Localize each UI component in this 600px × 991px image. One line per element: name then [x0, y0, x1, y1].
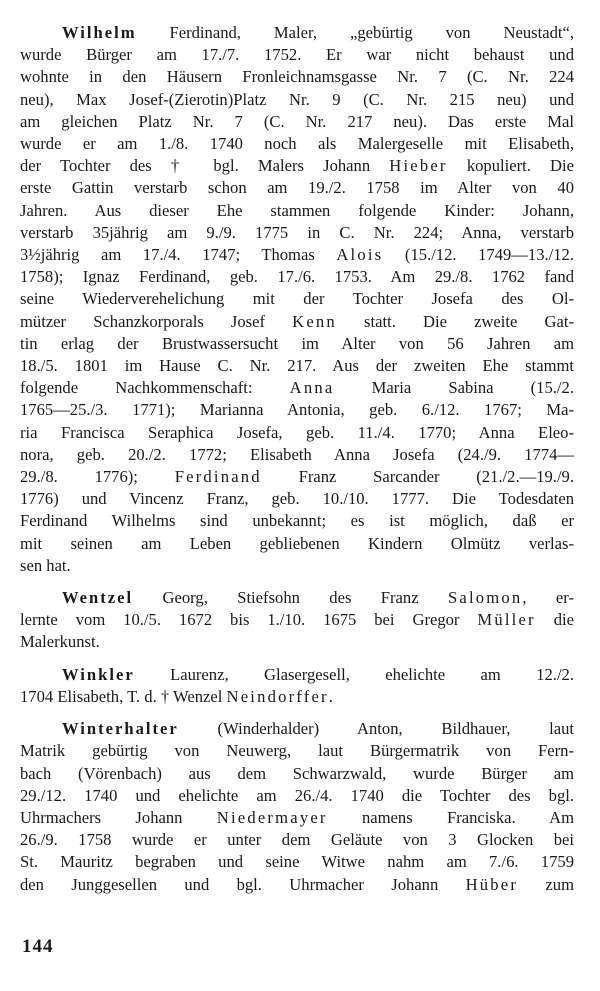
text-line — [20, 89, 574, 111]
entry-headword: Wilhelm — [62, 23, 137, 42]
text-line — [20, 155, 574, 177]
text-line — [20, 488, 574, 510]
spaced-name: Ferdinand — [174, 467, 262, 487]
text-run: wohnte in den Häusern Fronleichnamsgasse Nr. 7 (C. Nr. 224 — [20, 67, 574, 87]
text-run: zum — [518, 874, 575, 894]
text-run: mützer Schanzkorporals Josef — [20, 311, 293, 331]
text-run: seine Wiederverehelichung mit der Tochter Josefa des Ol- — [20, 289, 574, 309]
entry-headword: Winterhalter — [62, 719, 179, 739]
text-run: (15./12. 1749—13./12. — [383, 245, 574, 265]
text-run: Jahren. Aus dieser Ehe stammen folgende Kinder: Johann, — [20, 200, 574, 220]
text-line — [20, 587, 574, 609]
text-run: neu), Max Josef-(Zierotin)Platz Nr. 9 (C. Nr. 215 neu) und — [20, 89, 574, 109]
text-line — [20, 664, 574, 686]
entry-paragraph — [20, 22, 574, 577]
text-line — [20, 222, 574, 244]
spaced-name: Alois — [336, 245, 384, 265]
text-run: , er- — [522, 588, 574, 608]
text-line — [20, 399, 574, 421]
entry-paragraph — [20, 664, 574, 708]
text-line — [20, 266, 574, 288]
spaced-name: Niedermayer — [216, 807, 328, 827]
text-line — [20, 288, 574, 310]
text-run: Laurenz, Glasergesell, ehelichte am 12./2. — [134, 664, 574, 684]
text-run: 1758); Ignaz Ferdinand, geb. 17./6. 1753. Am 29./8. 1762 fand — [20, 267, 574, 287]
text-line — [20, 718, 574, 740]
text-run: Franz Sarcander (21./2.—19./9. — [261, 467, 574, 487]
text-line — [20, 874, 574, 896]
text-run: wurde Bürger am 17./7. 1752. Er war nicht behaust und — [20, 45, 574, 65]
text-line — [20, 609, 574, 631]
entry-paragraph — [20, 587, 574, 654]
text-run: statt. Die zweite Gat- — [336, 311, 574, 331]
text-run: der Tochter des † bgl. Malers Johann — [20, 156, 390, 176]
text-run: Ferdinand, Maler, „gebürtig von Neustadt“, — [136, 23, 574, 42]
text-run: am gleichen Platz Nr. 7 (C. Nr. 217 neu). Das erste Mal — [20, 111, 574, 131]
text-line — [20, 422, 574, 444]
text-run: 26./9. 1758 wurde er unter dem Geläute von 3 Glocken bei — [20, 830, 574, 850]
text-run: tin erlag der Brustwassersucht im Alter von 56 Jahren am — [20, 333, 574, 353]
page-number: 144 — [22, 936, 54, 957]
text-run: kopuliert. Die — [447, 156, 574, 176]
text-run: Uhrmachers Johann — [20, 807, 217, 827]
text-run: mit seinen am Leben gebliebenen Kindern Olmütz verlas- — [20, 533, 574, 553]
text-run: (Winderhalder) Anton, Bildhauer, laut — [178, 719, 574, 739]
text-line — [20, 466, 574, 488]
text-line — [20, 807, 574, 829]
text-run: 3½jährig am 17./4. 1747; Thomas — [20, 245, 337, 265]
text-run: 1704 Elisabeth, T. d. † Wenzel — [20, 686, 227, 706]
text-run: wurde er am 1./8. 1740 noch als Malergeselle mit Elisabeth, — [20, 134, 574, 154]
text-run: die — [535, 610, 575, 630]
text-line — [20, 510, 574, 532]
text-run: nora, geb. 20./2. 1772; Elisabeth Anna Josefa (24./9. 1774— — [20, 444, 574, 464]
text-run: Ferdinand Wilhelms sind unbekannt; es ist möglich, daß er — [20, 511, 574, 531]
text-run: 1776) und Vincenz Franz, geb. 10./10. 1777. Die Todesdaten — [20, 489, 574, 509]
text-line — [20, 740, 574, 762]
spaced-name: Hüber — [465, 874, 519, 894]
text-line — [20, 177, 574, 199]
spaced-name: Salomon — [447, 588, 523, 608]
spaced-name: Kenn — [292, 311, 337, 331]
text-line — [20, 355, 574, 377]
entries-container — [20, 22, 574, 896]
text-run: Malerkunst. — [20, 632, 100, 652]
text-line — [20, 785, 574, 807]
text-run: folgende Nachkommenschaft: — [20, 378, 290, 398]
text-line — [20, 829, 574, 851]
text-line — [20, 686, 574, 708]
text-line — [20, 533, 574, 555]
text-run: ria Francisca Seraphica Josefa, geb. 11./4. 1770; Anna Eleo- — [20, 422, 574, 442]
text-run: lernte vom 10./5. 1672 bis 1./10. 1675 bei Gregor — [20, 610, 478, 630]
text-line — [20, 333, 574, 355]
text-run: den Junggesellen und bgl. Uhrmacher Johann — [20, 874, 466, 894]
text-run: 29./8. 1776); — [20, 467, 175, 487]
text-line — [20, 44, 574, 66]
text-run: Georg, Stiefsohn des Franz — [133, 588, 448, 608]
text-line — [20, 631, 574, 653]
text-line — [20, 555, 574, 577]
spaced-name: Müller — [477, 610, 536, 630]
text-line — [20, 133, 574, 155]
text-line — [20, 111, 574, 133]
text-run: 18./5. 1801 im Hause C. Nr. 217. Aus der zweiten Ehe stammt — [20, 356, 574, 376]
text-line — [20, 200, 574, 222]
text-line — [20, 66, 574, 88]
text-run: erste Gattin verstarb schon am 19./2. 1758 im Alter von 40 — [20, 178, 574, 198]
entry-headword: Winkler — [62, 664, 135, 684]
spaced-name: Hieber — [389, 156, 448, 176]
spaced-name: Anna — [289, 378, 335, 398]
text-run: sen hat. — [20, 555, 71, 575]
text-line — [20, 311, 574, 333]
text-line — [20, 22, 574, 44]
text-run: namens Franciska. Am — [327, 807, 574, 827]
entry-headword: Wentzel — [62, 588, 134, 608]
text-line — [20, 244, 574, 266]
text-line — [20, 851, 574, 873]
text-line — [20, 763, 574, 785]
text-run: Matrik gebürtig von Neuwerg, laut Bürgermatrik von Fern- — [20, 741, 574, 761]
text-run: . — [328, 686, 333, 706]
text-line — [20, 444, 574, 466]
spaced-name: Neindorffer — [226, 686, 329, 706]
entry-paragraph — [20, 718, 574, 896]
text-run: verstarb 35jährig am 9./9. 1775 in C. Nr. 224; Anna, verstarb — [20, 222, 574, 242]
text-run: bach (Vörenbach) aus dem Schwarzwald, wurde Bürger am — [20, 763, 574, 783]
text-run: Maria Sabina (15./2. — [334, 378, 574, 398]
text-run: 29./12. 1740 und ehelichte am 26./4. 1740 die Tochter des bgl. — [20, 785, 574, 805]
text-run: 1765—25./3. 1771); Marianna Antonia, geb. 6./12. 1767; Ma- — [20, 400, 574, 420]
text-run: St. Mauritz begraben und seine Witwe nahm am 7./6. 1759 — [20, 852, 574, 872]
text-line — [20, 377, 574, 399]
